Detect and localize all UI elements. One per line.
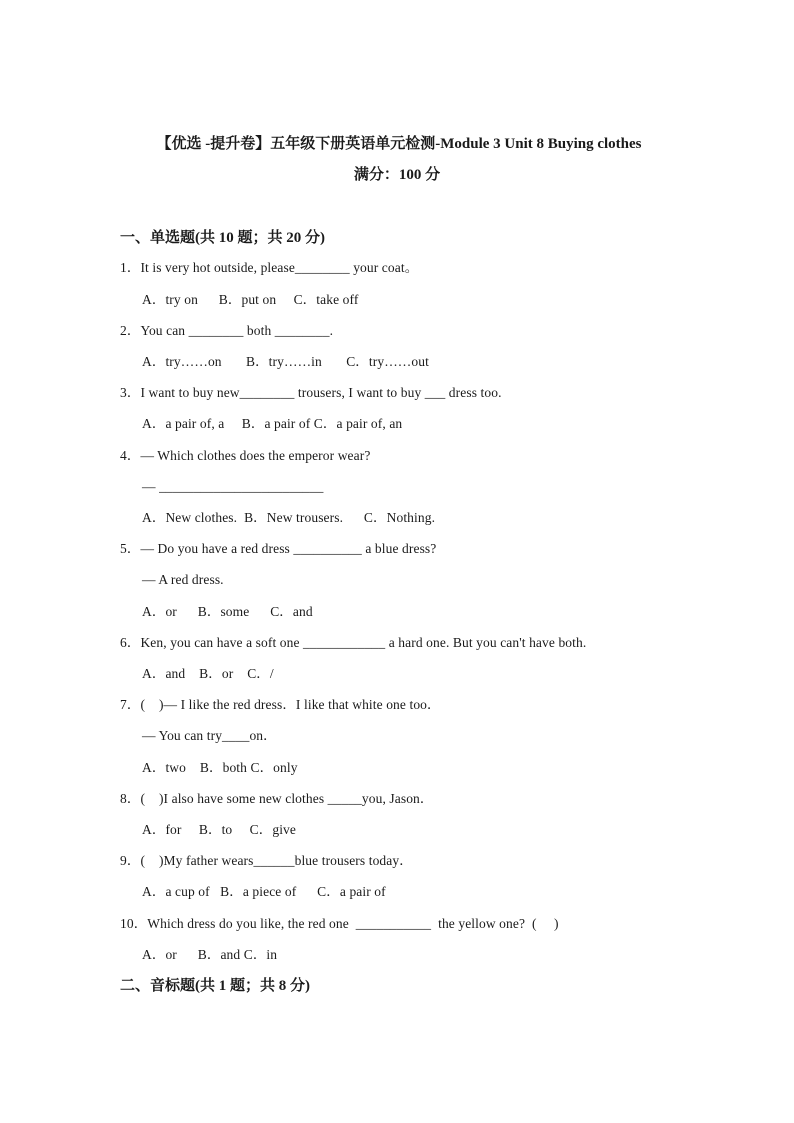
question-10: 10．Which dress do you like, the red one ___________ the yellow one? ( ) (120, 916, 559, 931)
question-10-options: A．or B．and C．in (142, 947, 278, 962)
question-2: 2．You can ________ both ________. (120, 323, 334, 338)
question-1-options: A．try on B．put on C．take off (142, 292, 359, 307)
section-heading-phonetics: 二、音标题(共 1 题；共 8 分) (120, 978, 310, 994)
question-5-options: A．or B．some C．and (142, 604, 313, 619)
question-3-options: A．a pair of, a B．a pair of C．a pair of, an (142, 416, 403, 431)
question-5-reply: — A red dress. (142, 572, 224, 587)
question-4-options: A．New clothes. B．New trousers. C．Nothing. (142, 510, 436, 525)
question-6-options: A．and B．or C．/ (142, 666, 274, 681)
question-2-options: A．try……on B．try……in C．try……out (142, 354, 429, 369)
question-9-options: A．a cup of B．a piece of C．a pair of (142, 884, 386, 899)
question-8: 8．( )I also have some new clothes _____you, Jason． (120, 791, 434, 806)
question-4: 4．— Which clothes does the emperor wear? (120, 448, 371, 463)
question-5: 5．— Do you have a red dress __________ a blue dress? (120, 541, 437, 556)
question-8-options: A．for B．to C．give (142, 822, 296, 837)
question-1: 1．It is very hot outside, please________ your coat。 (120, 260, 419, 275)
question-7-options: A．two B．both C．only (142, 760, 298, 775)
question-6: 6．Ken, you can have a soft one ____________ a hard one. But you can't have both. (120, 635, 587, 650)
question-7: 7．( )— I like the red dress．I like that white one too． (120, 697, 441, 712)
section-heading-single-choice: 一、单选题(共 10 题；共 20 分) (120, 230, 325, 246)
question-3: 3．I want to buy new________ trousers, I want to buy ___ dress too. (120, 385, 502, 400)
question-4-answer-line: — ________________________ (142, 479, 324, 494)
question-9: 9．( )My father wears______blue trousers today． (120, 853, 413, 868)
document-title: 【优选 -提升卷】五年级下册英语单元检测-Module 3 Unit 8 Buying clothes (156, 136, 642, 152)
question-7-reply: — You can try____on． (142, 728, 277, 743)
full-score: 满分：100 分 (353, 167, 441, 183)
